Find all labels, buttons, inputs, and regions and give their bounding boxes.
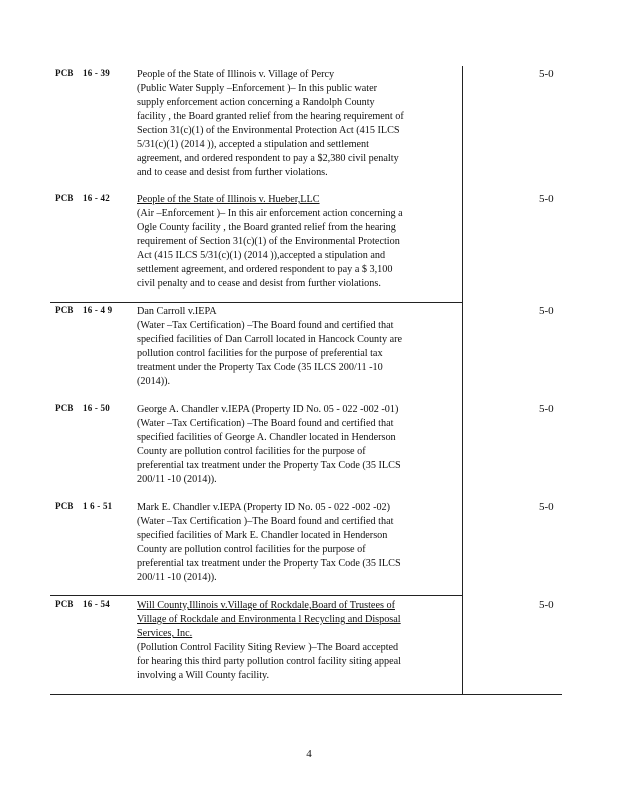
vote-count: 5-0 bbox=[539, 599, 554, 611]
case-title: Services, Inc. bbox=[137, 628, 193, 639]
row-divider bbox=[50, 302, 462, 303]
page-number: 4 bbox=[306, 748, 312, 760]
docket-number: PCB 16 - 39 bbox=[55, 68, 110, 78]
body-line: (Water –Tax Certification) –The Board found and certified that bbox=[137, 418, 394, 429]
case-title: Village of Rockdale and Environmenta l Recycling and Disposal bbox=[137, 614, 401, 625]
body-line: Section 31(c)(1) of the Environmental Protection Act (415 ILCS bbox=[137, 125, 400, 136]
entry-text bbox=[137, 193, 455, 291]
body-line: (2014)). bbox=[137, 376, 171, 387]
body-line: (Water –Tax Certification )–The Board found and certified that bbox=[137, 516, 394, 527]
vote-count: 5-0 bbox=[539, 403, 554, 415]
body-line: specified facilities of Dan Carroll located in Hancock County are bbox=[137, 334, 403, 345]
body-line: agreement, and ordered respondent to pay a $2,380 civil penalty bbox=[137, 153, 399, 164]
docket-number: PCB 16 - 4 9 bbox=[55, 305, 113, 315]
docket-number: PCB 16 - 50 bbox=[55, 403, 110, 413]
body-line: treatment under the Property Tax Code (35 ILCS 200/11 -10 bbox=[137, 362, 383, 373]
body-line: preferential tax treatment under the Property Tax Code (35 ILCS bbox=[137, 558, 401, 569]
case-title: Will County,Illinois v.Village of Rockdale,Board of Trustees of bbox=[137, 600, 395, 611]
body-line: involving a Will County facility. bbox=[137, 670, 270, 681]
body-line: supply enforcement action concerning a Randolph County bbox=[137, 97, 375, 108]
vote-count: 5-0 bbox=[539, 305, 554, 317]
case-title: Mark E. Chandler v.IEPA (Property ID No. 05 - 022 -002 -02) bbox=[137, 502, 391, 513]
case-title: People of the State of Illinois v. Village of Percy bbox=[137, 69, 335, 80]
body-line: settlement agreement, and ordered respondent to pay a $ 3,100 bbox=[137, 264, 393, 275]
body-line: (Public Water Supply –Enforcement )– In this public water bbox=[137, 83, 378, 94]
body-line: civil penalty and to cease and desist from further violations. bbox=[137, 278, 381, 289]
entry-text bbox=[137, 305, 455, 389]
body-line: 200/11 -10 (2014)). bbox=[137, 474, 217, 485]
body-line: facility , the Board granted relief from the hearing requirement of bbox=[137, 111, 404, 122]
body-line: County are pollution control facilities for the purpose of bbox=[137, 544, 366, 555]
body-line: and to cease and desist from further violations. bbox=[137, 167, 328, 178]
body-line: preferential tax treatment under the Property Tax Code (35 ILCS bbox=[137, 460, 401, 471]
body-line: for hearing this third party pollution control facility siting appeal bbox=[137, 656, 401, 667]
body-line: Act (415 ILCS 5/31(c)(1) (2014 )),accepted a stipulation and bbox=[137, 250, 386, 261]
body-line: (Pollution Control Facility Siting Review )–The Board accepted bbox=[137, 642, 399, 653]
case-title: Dan Carroll v.IEPA bbox=[137, 306, 217, 317]
docket-number: PCB 16 - 54 bbox=[55, 599, 110, 609]
docket-number: PCB 16 - 42 bbox=[55, 193, 110, 203]
entry-text bbox=[137, 403, 455, 487]
vote-count: 5-0 bbox=[539, 68, 554, 80]
body-line: (Water –Tax Certification) –The Board found and certified that bbox=[137, 320, 394, 331]
body-line: specified facilities of Mark E. Chandler located in Henderson bbox=[137, 530, 388, 541]
table-bottom-rule bbox=[50, 694, 562, 695]
vote-count: 5-0 bbox=[539, 193, 554, 205]
body-line: pollution control facilities for the purpose of preferential tax bbox=[137, 348, 383, 359]
entry-text bbox=[137, 501, 455, 585]
body-line: Ogle County facility , the Board granted relief from the hearing bbox=[137, 222, 396, 233]
column-divider bbox=[462, 66, 463, 695]
entry-text bbox=[137, 68, 455, 180]
body-line: County are pollution control facilities for the purpose of bbox=[137, 446, 366, 457]
docket-number: PCB 1 6 - 51 bbox=[55, 501, 113, 511]
entry-text bbox=[137, 599, 455, 683]
vote-count: 5-0 bbox=[539, 501, 554, 513]
body-line: (Air –Enforcement )– In this air enforcement action concerning a bbox=[137, 208, 403, 219]
case-title: George A. Chandler v.IEPA (Property ID No. 05 - 022 -002 -01) bbox=[137, 404, 399, 415]
body-line: 5/31(c)(1) (2014 )), accepted a stipulation and settlement bbox=[137, 139, 369, 150]
body-line: requirement of Section 31(c)(1) of the Environmental Protection bbox=[137, 236, 400, 247]
case-title: People of the State of Illinois v. Hueber,LLC bbox=[137, 194, 320, 205]
body-line: specified facilities of George A. Chandler located in Henderson bbox=[137, 432, 396, 443]
row-divider bbox=[50, 595, 462, 596]
body-line: 200/11 -10 (2014)). bbox=[137, 572, 217, 583]
